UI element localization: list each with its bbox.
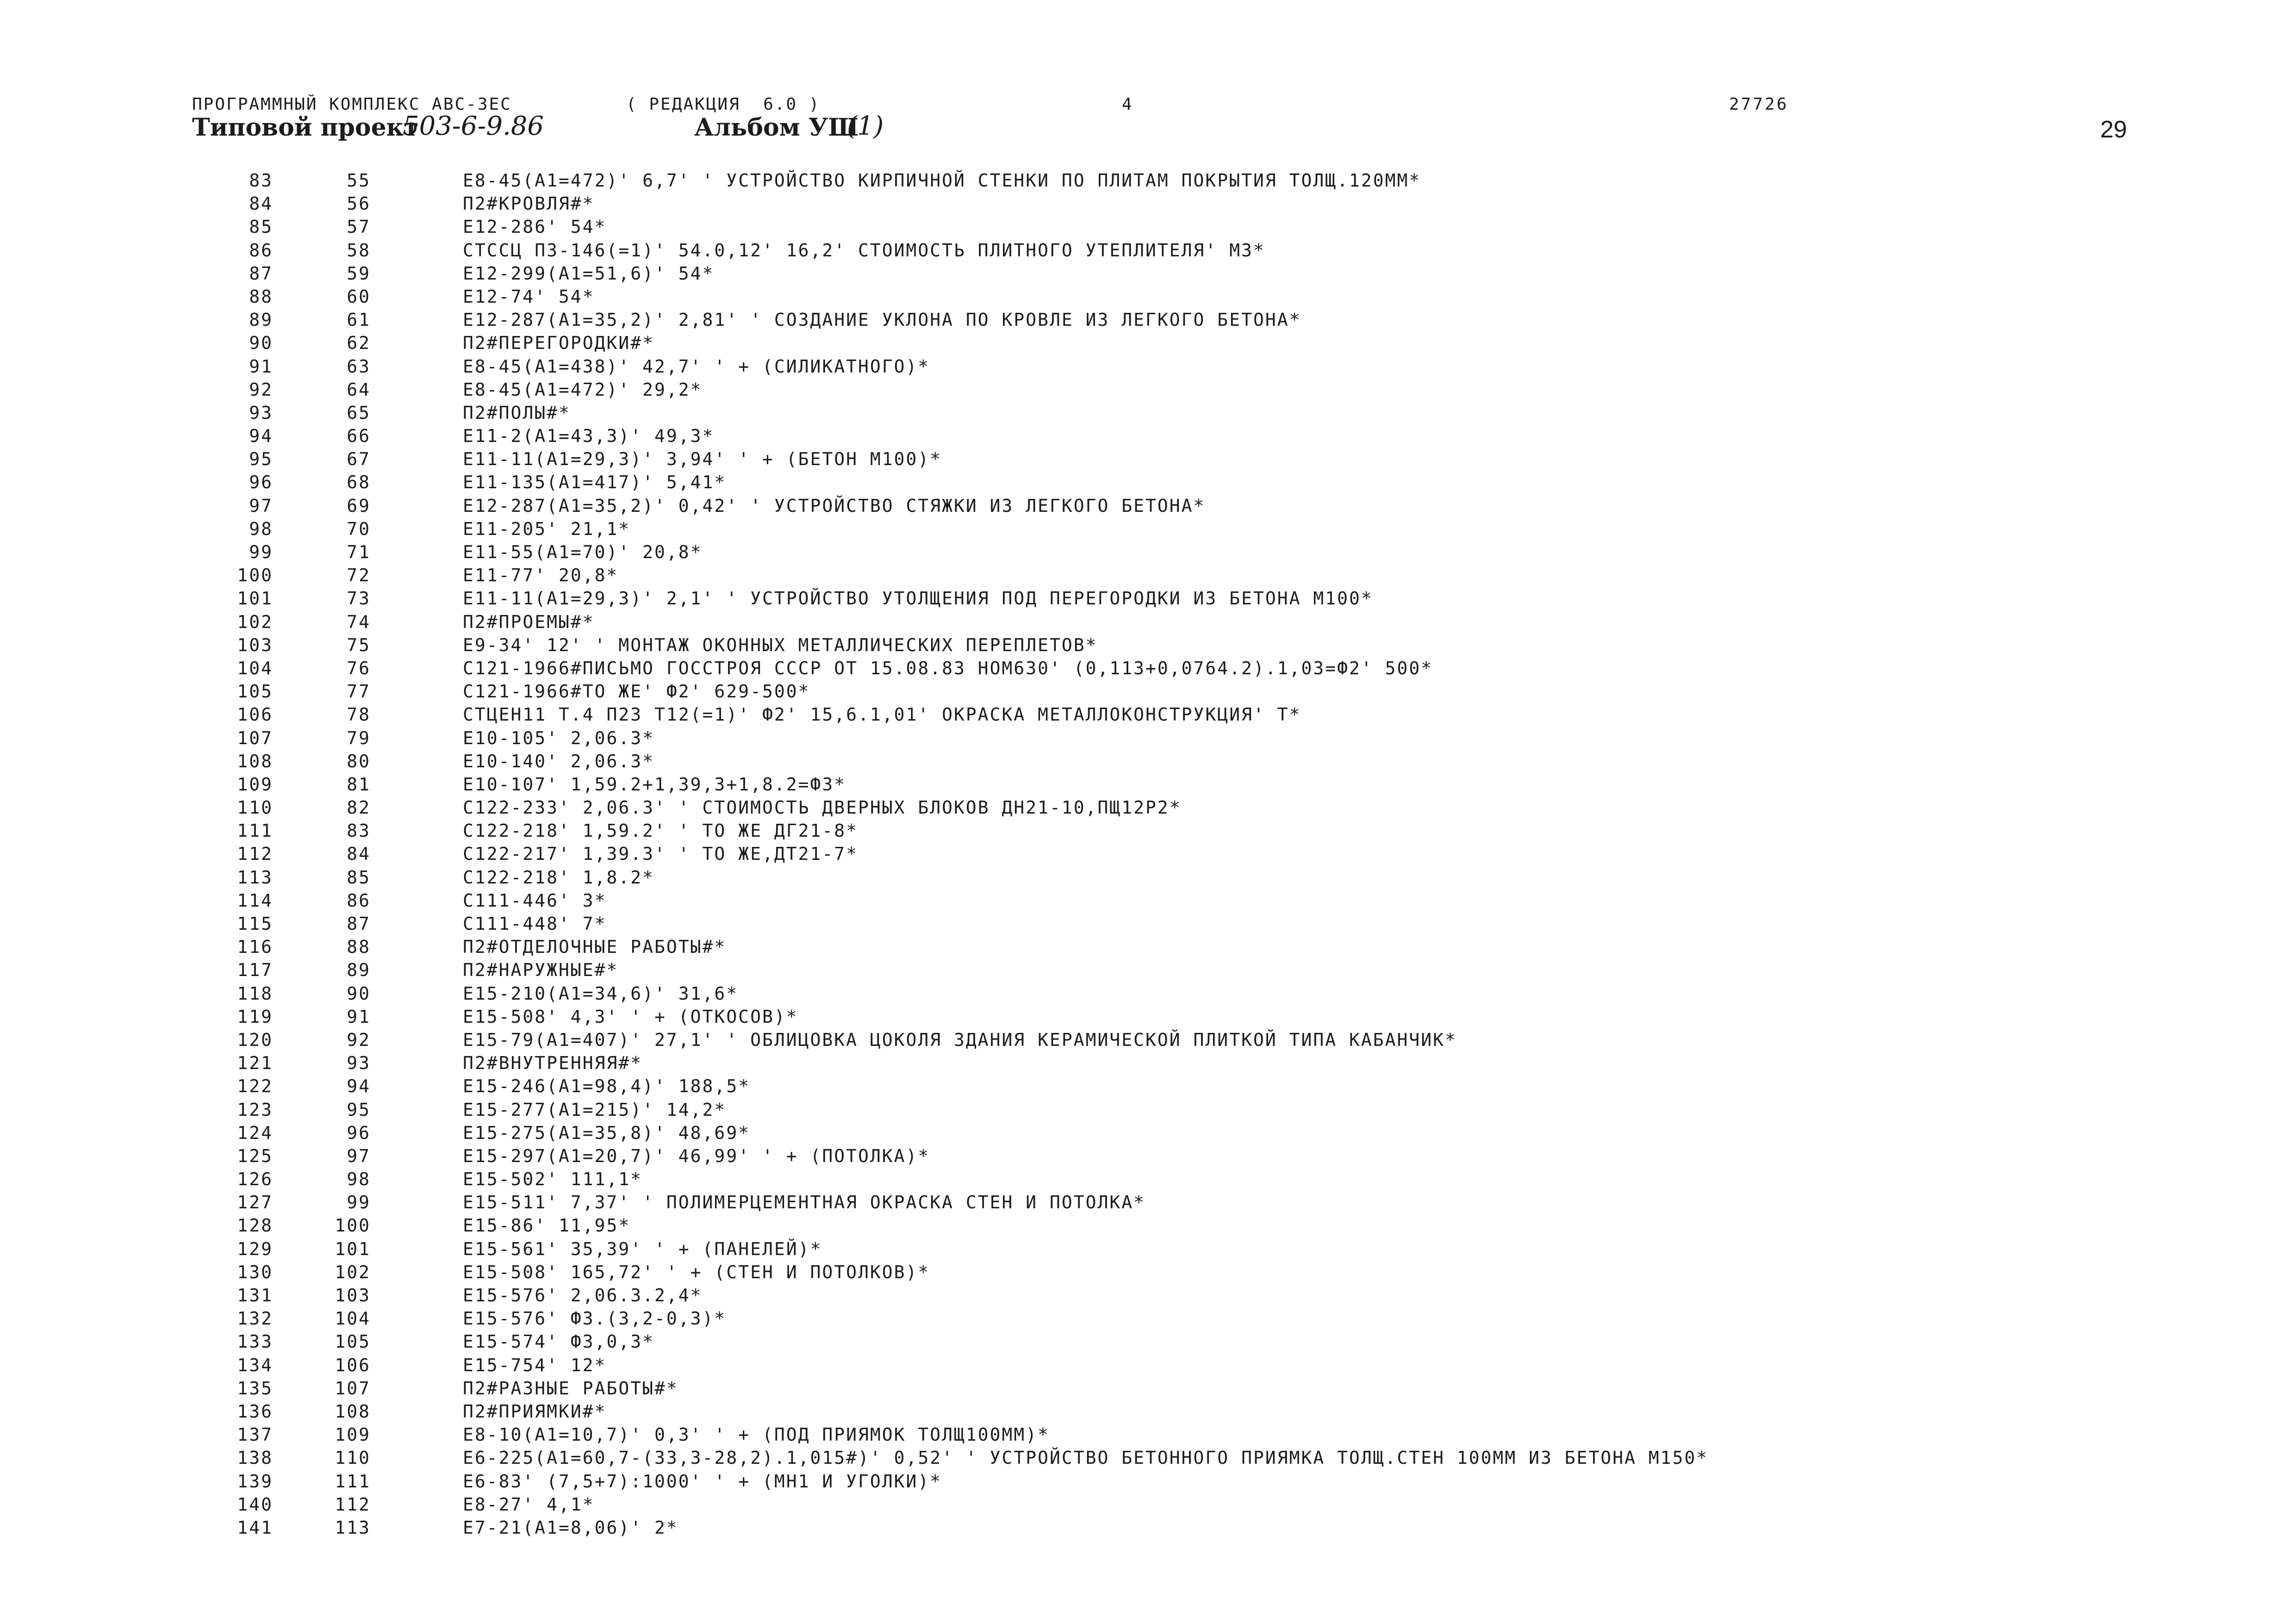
listing-row [0, 192, 2296, 215]
statement-text: Е11-77' 20,8* [463, 565, 619, 586]
line-number: 101 [237, 588, 273, 609]
listing-row [0, 378, 2296, 401]
listing-row [0, 819, 2296, 842]
listing-row [0, 331, 2296, 354]
statement-number: 109 [335, 1424, 371, 1445]
statement-text: С111-446' 3* [463, 890, 607, 911]
statement-text: Е15-502' 111,1* [463, 1169, 643, 1190]
statement-number: 86 [347, 890, 371, 911]
listing-row [0, 680, 2296, 703]
statement-number: 57 [347, 217, 371, 237]
statement-number: 72 [347, 565, 371, 586]
listing-row [0, 471, 2296, 494]
statement-number: 110 [335, 1448, 371, 1468]
line-number: 113 [237, 867, 273, 888]
statement-number: 87 [347, 914, 371, 934]
statement-number: 100 [335, 1215, 371, 1236]
listing-row [0, 935, 2296, 958]
listing-row [0, 564, 2296, 587]
line-number: 83 [249, 170, 273, 191]
statement-number: 55 [347, 170, 371, 191]
line-number: 110 [237, 797, 273, 818]
statement-number: 84 [347, 844, 371, 864]
line-number: 138 [237, 1448, 273, 1468]
line-number: 95 [249, 449, 273, 470]
line-number: 121 [237, 1053, 273, 1074]
statement-text: Е15-561' 35,39' ' + (ПАНЕЛЕЙ)* [463, 1238, 822, 1259]
statement-text: С122-217' 1,39.3' ' ТО ЖЕ,ДТ21-7* [463, 844, 858, 864]
statement-number: 83 [347, 821, 371, 841]
statement-number: 74 [347, 611, 371, 632]
line-number: 112 [237, 844, 273, 864]
statement-number: 73 [347, 588, 371, 609]
statement-number: 89 [347, 960, 371, 981]
statement-number: 104 [335, 1308, 371, 1329]
statement-text: Е8-45(А1=438)' 42,7' ' + (СИЛИКАТНОГО)* [463, 356, 930, 377]
listing-row [0, 587, 2296, 610]
listing-row [0, 610, 2296, 634]
statement-text: Е10-105' 2,06.3* [463, 728, 655, 748]
statement-number: 80 [347, 751, 371, 771]
statement-text: Е15-277(А1=215)' 14,2* [463, 1099, 727, 1120]
line-number: 88 [249, 286, 273, 307]
statement-text: Е11-55(А1=70)' 20,8* [463, 542, 703, 562]
statement-number: 111 [335, 1471, 371, 1492]
statement-text: Е11-205' 21,1* [463, 518, 631, 539]
listing-row [0, 1028, 2296, 1051]
statement-number: 78 [347, 704, 371, 725]
line-number: 108 [237, 751, 273, 771]
line-number: 119 [237, 1006, 273, 1027]
listing-row [0, 169, 2296, 192]
statement-number: 79 [347, 728, 371, 748]
statement-number: 64 [347, 379, 371, 400]
statement-text: Е15-210(А1=34,6)' 31,6* [463, 983, 739, 1004]
statement-text: Е12-74' 54* [463, 286, 595, 307]
listing-row [0, 239, 2296, 262]
line-number: 86 [249, 240, 273, 261]
statement-text: Е12-286' 54* [463, 217, 607, 237]
statement-text: Е15-297(А1=20,7)' 46,99' ' + (ПОТОЛКА)* [463, 1145, 930, 1166]
statement-number: 97 [347, 1145, 371, 1166]
edition-label: ( РЕДАКЦИЯ 6.0 ) [626, 95, 821, 114]
statement-text: Е6-83' (7,5+7):1000' ' + (МН1 И УГОЛКИ)* [463, 1471, 942, 1492]
statement-number: 92 [347, 1029, 371, 1050]
line-number: 107 [237, 728, 273, 748]
line-number: 87 [249, 263, 273, 284]
statement-text: Е15-576' 2,06.3.2,4* [463, 1285, 703, 1306]
listing-row [0, 727, 2296, 750]
line-number: 85 [249, 217, 273, 237]
line-number: 139 [237, 1471, 273, 1492]
line-number: 93 [249, 402, 273, 423]
listing-row [0, 1400, 2296, 1423]
statement-text: П2#ПОЛЫ#* [463, 402, 571, 423]
listing-row [0, 1516, 2296, 1539]
statement-text: Е8-27' 4,1* [463, 1494, 595, 1515]
listing-row [0, 750, 2296, 773]
listing-row [0, 1214, 2296, 1237]
statement-number: 112 [335, 1494, 371, 1515]
statement-number: 56 [347, 193, 371, 214]
line-number: 106 [237, 704, 273, 725]
listing-row [0, 842, 2296, 865]
statement-number: 113 [335, 1517, 371, 1538]
line-number: 126 [237, 1169, 273, 1190]
listing-row [0, 1191, 2296, 1214]
statement-text: Е6-225(А1=60,7-(33,3-28,2).1,015#)' 0,52' ' УСТРОЙСТВО БЕТОННОГО ПРИЯМКА ТОЛЩ.СТЕН 100ММ ИЗ БЕТОНА М150* [463, 1448, 1709, 1468]
line-number: 96 [249, 472, 273, 493]
statement-number: 68 [347, 472, 371, 493]
statement-text: СТЦЕН11 Т.4 П23 Т12(=1)' Ф2' 15,6.1,01' ОКРАСКА МЕТАЛЛОКОНСТРУКЦИЯ' Т* [463, 704, 1301, 725]
line-number: 116 [237, 937, 273, 958]
statement-number: 71 [347, 542, 371, 562]
statement-text: Е12-287(А1=35,2)' 2,81' ' СОЗДАНИЕ УКЛОНА ПО КРОВЛЕ ИЗ ЛЕГКОГО БЕТОНА* [463, 310, 1301, 330]
listing-row [0, 355, 2296, 378]
line-number: 137 [237, 1424, 273, 1445]
statement-text: П2#ПЕРЕГОРОДКИ#* [463, 333, 655, 354]
statement-text: П2#РАЗНЫЕ РАБОТЫ#* [463, 1378, 678, 1399]
statement-text: С122-218' 1,59.2' ' ТО ЖЕ ДГ21-8* [463, 821, 858, 841]
statement-text: Е7-21(А1=8,06)' 2* [463, 1517, 678, 1538]
statement-text: П2#КРОВЛЯ#* [463, 193, 595, 214]
listing-row [0, 215, 2296, 238]
listing-row [0, 796, 2296, 819]
listing-row [0, 424, 2296, 448]
statement-number: 95 [347, 1099, 371, 1120]
listing-row [0, 1307, 2296, 1330]
line-number: 134 [237, 1355, 273, 1375]
listing-row [0, 1144, 2296, 1168]
statement-number: 102 [335, 1262, 371, 1282]
statement-number: 90 [347, 983, 371, 1004]
listing-row [0, 773, 2296, 796]
statement-number: 77 [347, 681, 371, 702]
statement-text: С122-218' 1,8.2* [463, 867, 655, 888]
line-number: 140 [237, 1494, 273, 1515]
statement-number: 108 [335, 1401, 371, 1422]
statement-text: Е15-275(А1=35,8)' 48,69* [463, 1122, 751, 1143]
album-label: Альбом УШ [694, 113, 859, 142]
line-number: 103 [237, 634, 273, 655]
statement-text: С121-1966#ПИСЬМО ГОССТРОЯ СССР ОТ 15.08.83 НОМ630' (0,113+0,0764.2).1,03=Ф2' 500* [463, 658, 1433, 678]
listing-row [0, 1237, 2296, 1261]
line-number: 91 [249, 356, 273, 377]
statement-text: Е9-34' 12' ' МОНТАЖ ОКОННЫХ МЕТАЛЛИЧЕСКИХ ПЕРЕПЛЕТОВ* [463, 634, 1098, 655]
statement-text: П2#ОТДЕЛОЧНЫЕ РАБОТЫ#* [463, 937, 727, 958]
line-number: 99 [249, 542, 273, 562]
line-number: 129 [237, 1238, 273, 1259]
statement-text: П2#ВНУТРЕННЯЯ#* [463, 1053, 643, 1074]
statement-number: 61 [347, 310, 371, 330]
line-number: 84 [249, 193, 273, 214]
statement-text: П2#ПРИЯМКИ#* [463, 1401, 607, 1422]
statement-number: 105 [335, 1331, 371, 1352]
listing-row [0, 1005, 2296, 1028]
statement-number: 60 [347, 286, 371, 307]
line-number: 94 [249, 426, 273, 447]
line-number: 100 [237, 565, 273, 586]
page-number: 29 [2100, 116, 2127, 143]
line-number: 131 [237, 1285, 273, 1306]
listing-row [0, 1121, 2296, 1144]
statement-number: 106 [335, 1355, 371, 1375]
statement-number: 65 [347, 402, 371, 423]
line-number: 133 [237, 1331, 273, 1352]
statement-text: Е8-10(А1=10,7)' 0,3' ' + (ПОД ПРИЯМОК ТОЛЩ100ММ)* [463, 1424, 1050, 1445]
program-title: ПРОГРАММНЫЙ КОМПЛЕКС АВС-3ЕС [192, 95, 512, 114]
statement-text: Е11-11(А1=29,3)' 2,1' ' УСТРОЙСТВО УТОЛЩЕНИЯ ПОД ПЕРЕГОРОДКИ ИЗ БЕТОНА М100* [463, 588, 1373, 609]
line-number: 105 [237, 681, 273, 702]
listing-row [0, 1168, 2296, 1191]
statement-text: П2#НАРУЖНЫЕ#* [463, 960, 619, 981]
statement-text: Е15-508' 4,3' ' + (ОТКОСОВ)* [463, 1006, 798, 1027]
statement-text: Е8-45(А1=472)' 29,2* [463, 379, 703, 400]
project-number: 503-6-9.86 [403, 111, 544, 141]
listing-row [0, 494, 2296, 517]
statement-text: Е12-299(А1=51,6)' 54* [463, 263, 715, 284]
statement-number: 62 [347, 333, 371, 354]
statement-text: Е15-508' 165,72' ' + (СТЕН И ПОТОЛКОВ)* [463, 1262, 930, 1282]
listing-row [0, 1051, 2296, 1075]
project-label: Типовой проект [192, 113, 419, 142]
listing-row [0, 448, 2296, 471]
statement-text: Е10-140' 2,06.3* [463, 751, 655, 771]
statement-text: Е15-246(А1=98,4)' 188,5* [463, 1076, 751, 1097]
statement-text: Е11-11(А1=29,3)' 3,94' ' + (БЕТОН М100)* [463, 449, 942, 470]
program-listing [0, 169, 2296, 1539]
listing-row [0, 1354, 2296, 1377]
line-number: 97 [249, 495, 273, 516]
line-number: 123 [237, 1099, 273, 1120]
statement-number: 58 [347, 240, 371, 261]
statement-number: 70 [347, 518, 371, 539]
listing-row [0, 401, 2296, 424]
listing-row [0, 657, 2296, 680]
listing-row [0, 1330, 2296, 1353]
statement-number: 69 [347, 495, 371, 516]
line-number: 125 [237, 1145, 273, 1166]
line-number: 120 [237, 1029, 273, 1050]
listing-row [0, 1075, 2296, 1098]
statement-text: Е15-754' 12* [463, 1355, 607, 1375]
line-number: 130 [237, 1262, 273, 1282]
statement-text: Е15-86' 11,95* [463, 1215, 631, 1236]
listing-row [0, 517, 2296, 541]
line-number: 124 [237, 1122, 273, 1143]
listing-row [0, 1377, 2296, 1400]
listing-row [0, 308, 2296, 331]
statement-number: 96 [347, 1122, 371, 1143]
line-number: 92 [249, 379, 273, 400]
line-number: 109 [237, 774, 273, 795]
statement-number: 94 [347, 1076, 371, 1097]
listing-row [0, 958, 2296, 982]
listing-row [0, 541, 2296, 564]
statement-text: СТССЦ П3-146(=1)' 54.0,12' 16,2' СТОИМОСТЬ ПЛИТНОГО УТЕПЛИТЕЛЯ' М3* [463, 240, 1265, 261]
statement-number: 93 [347, 1053, 371, 1074]
line-number: 118 [237, 983, 273, 1004]
statement-text: Е11-2(А1=43,3)' 49,3* [463, 426, 715, 447]
line-number: 104 [237, 658, 273, 678]
listing-row [0, 866, 2296, 889]
line-number: 90 [249, 333, 273, 354]
listing-row [0, 1446, 2296, 1469]
line-number: 135 [237, 1378, 273, 1399]
line-number: 89 [249, 310, 273, 330]
listing-row [0, 889, 2296, 912]
statement-text: Е8-45(А1=472)' 6,7' ' УСТРОЙСТВО КИРПИЧНОЙ СТЕНКИ ПО ПЛИТАМ ПОКРЫТИЯ ТОЛЩ.120ММ* [463, 170, 1421, 191]
line-number: 98 [249, 518, 273, 539]
listing-row [0, 1098, 2296, 1121]
listing-row [0, 1493, 2296, 1516]
statement-number: 103 [335, 1285, 371, 1306]
line-number: 111 [237, 821, 273, 841]
line-number: 132 [237, 1308, 273, 1329]
statement-number: 66 [347, 426, 371, 447]
statement-text: Е15-576' Ф3.(3,2-0,3)* [463, 1308, 727, 1329]
line-number: 128 [237, 1215, 273, 1236]
line-number: 122 [237, 1076, 273, 1097]
listing-row [0, 1284, 2296, 1307]
statement-text: Е11-135(А1=417)' 5,41* [463, 472, 727, 493]
line-number: 114 [237, 890, 273, 911]
statement-number: 81 [347, 774, 371, 795]
statement-text: С121-1966#ТО ЖЕ' Ф2' 629-500* [463, 681, 810, 702]
statement-text: Е12-287(А1=35,2)' 0,42' ' УСТРОЙСТВО СТЯЖКИ ИЗ ЛЕГКОГО БЕТОНА* [463, 495, 1206, 516]
statement-number: 101 [335, 1238, 371, 1259]
statement-number: 76 [347, 658, 371, 678]
statement-text: Е10-107' 1,59.2+1,39,3+1,8.2=Ф3* [463, 774, 846, 795]
statement-text: Е15-511' 7,37' ' ПОЛИМЕРЦЕМЕНТНАЯ ОКРАСКА СТЕН И ПОТОЛКА* [463, 1192, 1146, 1213]
line-number: 115 [237, 914, 273, 934]
line-number: 102 [237, 611, 273, 632]
line-number: 136 [237, 1401, 273, 1422]
line-number: 117 [237, 960, 273, 981]
line-number: 127 [237, 1192, 273, 1213]
statement-text: С122-233' 2,06.3' ' СТОИМОСТЬ ДВЕРНЫХ БЛОКОВ ДН21-10,ПЩ12Р2* [463, 797, 1182, 818]
listing-row [0, 1423, 2296, 1446]
statement-text: С111-448' 7* [463, 914, 607, 934]
statement-number: 91 [347, 1006, 371, 1027]
listing-row [0, 1261, 2296, 1284]
line-number: 141 [237, 1517, 273, 1538]
statement-number: 59 [347, 263, 371, 284]
statement-number: 107 [335, 1378, 371, 1399]
statement-number: 98 [347, 1169, 371, 1190]
statement-text: П2#ПРОЕМЫ#* [463, 611, 595, 632]
listing-row [0, 1470, 2296, 1493]
listing-row [0, 912, 2296, 935]
statement-number: 82 [347, 797, 371, 818]
album-part: (1) [847, 111, 884, 141]
statement-number: 75 [347, 634, 371, 655]
statement-number: 85 [347, 867, 371, 888]
statement-text: Е15-574' Ф3,0,3* [463, 1331, 655, 1352]
statement-text: Е15-79(А1=407)' 27,1' ' ОБЛИЦОВКА ЦОКОЛЯ ЗДАНИЯ КЕРАМИЧЕСКОЙ ПЛИТКОЙ ТИПА КАБАНЧИК* [463, 1029, 1457, 1050]
listing-row [0, 634, 2296, 657]
document-code: 27726 [1729, 95, 1789, 114]
listing-row [0, 285, 2296, 308]
statement-number: 67 [347, 449, 371, 470]
statement-number: 63 [347, 356, 371, 377]
sheet-number: 4 [1122, 95, 1132, 114]
listing-row [0, 982, 2296, 1005]
statement-number: 88 [347, 937, 371, 958]
listing-row [0, 703, 2296, 726]
listing-row [0, 262, 2296, 285]
statement-number: 99 [347, 1192, 371, 1213]
